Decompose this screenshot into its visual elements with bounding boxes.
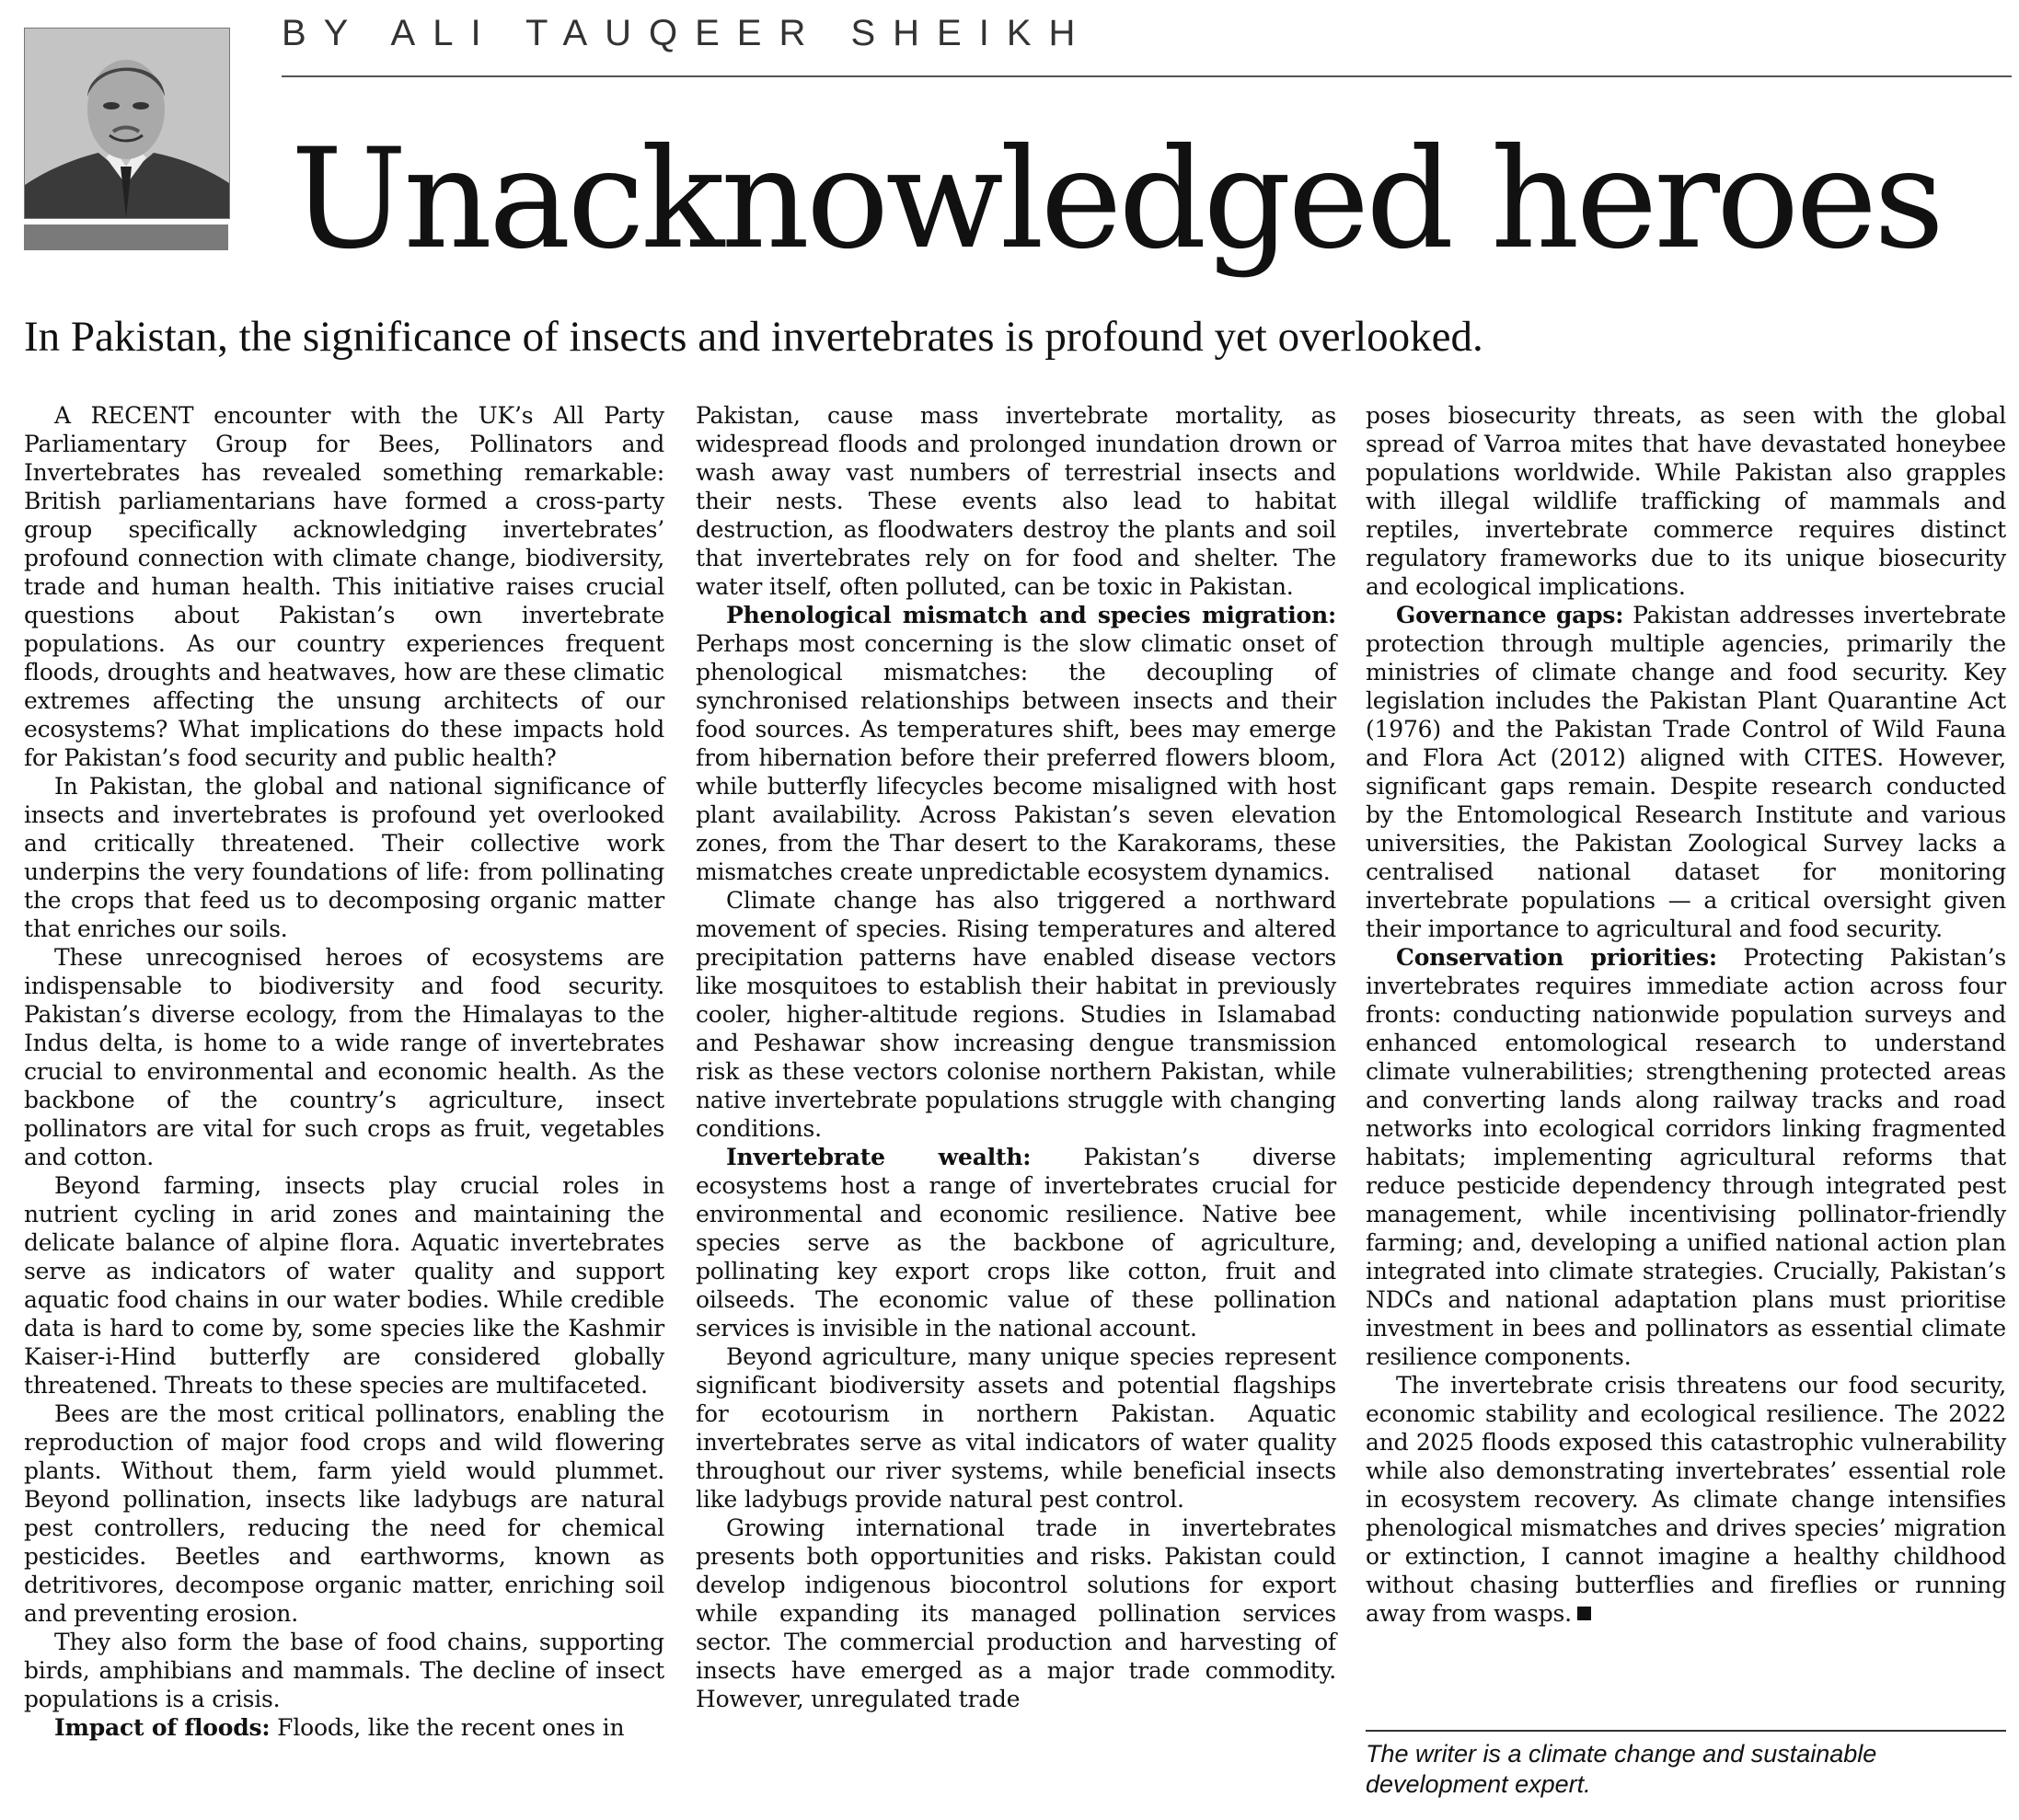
standfirst: In Pakistan, the significance of insects and invertebrates is profound yet overlooked.	[24, 313, 1483, 361]
paragraph	[696, 601, 1336, 886]
subhead: Conservation priorities:	[1396, 944, 1717, 971]
byline-rule	[282, 75, 2012, 77]
subhead: Phenological mismatch and species migration:	[726, 602, 1336, 628]
column-3	[1366, 401, 2006, 1628]
paragraph: Bees are the most critical pollinators, enabling the reproduction of major food crops and wild flowering plants. Without them, farm yield would plummet. Beyond pollination, insects like ladybugs are natural pest controllers, reducing the need for chemical pesticides. Beetles and earthworms, known as detritivores, decompose organic matter, enriching soil and preventing erosion.	[24, 1400, 664, 1627]
paragraph: They also form the base of food chains, supporting birds, amphibians and mammals. The decline of insect populations is a crisis.	[24, 1629, 664, 1712]
paragraph	[24, 1713, 664, 1742]
headline: Unacknowledged heroes	[291, 120, 1942, 280]
end-mark-icon	[1577, 1607, 1591, 1620]
paragraph	[1366, 601, 2006, 943]
author-portrait-icon	[25, 29, 229, 218]
subhead: Impact of floods:	[54, 1714, 271, 1741]
paragraph-text: Protecting Pakistan’s invertebrates requires immediate action across four fronts: conducting nationwide population surveys and enhanced entomological research to understand climate vulnerabilities; strengthening protected areas and converting lands along railway tracks and road networks into ecological corridors linking fragmented habitats; implementing agricultural reforms that reduce pesticide dependency through integrated pest management, while incentivising pollinator-friendly farming; and, developing a unified national action plan integrated into climate strategies. Crucially, Pakistan’s NDCs and national adaptation plans must prioritise investment in bees and pollinators as essential climate resilience components.	[1366, 944, 2006, 1370]
paragraph: Climate change has also triggered a northward movement of species. Rising temperatures and altered precipitation patterns have enabled disease vectors like mosquitoes to establish their habitat in previously cooler, higher-altitude regions. Studies in Islamabad and Peshawar show increasing dengue transmission risk as these vectors colonise northern Pakistan, while native invertebrate populations struggle with changing conditions.	[696, 887, 1336, 1142]
paragraph: Beyond farming, insects play crucial roles in nutrient cycling in arid zones and maintaining the delicate balance of alpine flora. Aquatic invertebrates serve as indicators of water quality and support aquatic food chains in our water bodies. While credible data is hard to come by, some species like the Kashmir Kaiser-i-Hind butterfly are considered globally threatened. Threats to these species are multifaceted.	[24, 1172, 664, 1399]
paragraph: Pakistan, cause mass invertebrate mortality, as widespread floods and prolonged inundation drown or wash away vast numbers of terrestrial insects and their nests. These events also lead to habitat destruction, as floodwaters destroy the plants and soil that invertebrates rely on for food and shelter. The water itself, often polluted, can be toxic in Pakistan.	[696, 402, 1336, 600]
subhead: Governance gaps:	[1396, 602, 1624, 628]
paragraph-text: Perhaps most concerning is the slow climatic onset of phenological mismatches: the decoupling of synchronised relationships between insects and their food sources. As temperatures shift, bees may emerge from hibernation before their preferred flowers bloom, while butterfly lifecycles become misaligned with host plant availability. Across Pakistan’s seven elevation zones, from the Thar desert to the Karakorams, these mismatches create unpredictable ecosystem dynamics.	[696, 630, 1336, 885]
paragraph-text: The invertebrate crisis threatens our food security, economic stability and ecological resilience. The 2022 and 2025 floods exposed this catastrophic vulnerability while also demonstrating invertebrates’ essential role in ecosystem recovery. As climate change intensifies phenological mismatches and drives species’ migration or extinction, I cannot imagine a healthy childhood without chasing butterflies and fireflies or running away from wasps.	[1366, 1372, 2006, 1627]
column-1	[24, 401, 664, 1742]
paragraph	[696, 1143, 1336, 1342]
portrait-bar	[24, 225, 228, 250]
paragraph	[1366, 943, 2006, 1371]
paragraph-text: Floods, like the recent ones in	[270, 1714, 625, 1741]
paragraph	[1366, 1371, 2006, 1628]
subhead: Invertebrate wealth:	[726, 1144, 1032, 1170]
column-2	[696, 401, 1336, 1713]
paragraph: Growing international trade in invertebrates presents both opportunities and risks. Pakistan could develop indigenous biocontrol solutions for export while expanding its managed pollination services sector. The commercial production and harvesting of insects have emerged as a major trade commodity. However, unregulated trade	[696, 1515, 1336, 1712]
paragraph: poses biosecurity threats, as seen with the global spread of Varroa mites that have devastated honeybee populations worldwide. While Pakistan also grapples with illegal wildlife trafficking of mammals and reptiles, invertebrate commerce requires distinct regulatory frameworks due to its unique biosecurity and ecological implications.	[1366, 402, 2006, 600]
paragraph: A RECENT encounter with the UK’s All Party Parliamentary Group for Bees, Pollinators and Invertebrates has revealed something remarkable: British parliamentarians have formed a cross-party group specifically acknowledging invertebrates’ profound connection with climate change, biodiversity, trade and human health. This initiative raises crucial questions about Pakistan’s own invertebrate populations. As our country experiences frequent floods, droughts and heatwaves, how are these climatic extremes affecting the unsung architects of our ecosystems? What implications do these impacts hold for Pakistan’s food security and public health?	[24, 402, 664, 771]
bio-rule	[1366, 1730, 2006, 1732]
paragraph: These unrecognised heroes of ecosystems are indispensable to biodiversity and food security. Pakistan’s diverse ecology, from the Himalayas to the Indus delta, is home to a wide range of invertebrates crucial to environmental and economic health. As the backbone of the country’s agriculture, insect pollinators are vital for such crops as fruit, vegetables and cotton.	[24, 944, 664, 1170]
byline: BY ALI TAUQEER SHEIKH	[282, 13, 1093, 53]
author-bio: The writer is a climate change and sustainable development expert.	[1366, 1740, 1877, 1798]
paragraph-text: Pakistan addresses invertebrate protection through multiple agencies, primarily the ministries of climate change and food security. Key legislation includes the Pakistan Plant Quarantine Act (1976) and the Pakistan Trade Control of Wild Fauna and Flora Act (2012) aligned with CITES. However, significant gaps remain. Despite research conducted by the Entomological Research Institute and various universities, the Pakistan Zoological Survey lacks a centralised national dataset for monitoring invertebrate populations — a critical oversight given their importance to agricultural and food security.	[1366, 602, 2006, 942]
paragraph: Beyond agriculture, many unique species represent significant biodiversity assets and potential flagships for ecotourism in northern Pakistan. Aquatic invertebrates serve as vital indicators of water quality throughout our river systems, while beneficial insects like ladybugs provide natural pest control.	[696, 1343, 1336, 1513]
paragraph: In Pakistan, the global and national significance of insects and invertebrates is profound yet overlooked and critically threatened. Their collective work underpins the very foundations of life: from pollinating the crops that feed us to decomposing organic matter that enriches our soils.	[24, 773, 664, 942]
author-portrait	[24, 28, 230, 219]
paragraph-text: Pakistan’s diverse ecosystems host a range of invertebrates crucial for environmental and economic resilience. Native bee species serve as the backbone of agriculture, pollinating key export crops like cotton, fruit and oilseeds. The economic value of these pollination services is invisible in the national account.	[696, 1144, 1336, 1342]
